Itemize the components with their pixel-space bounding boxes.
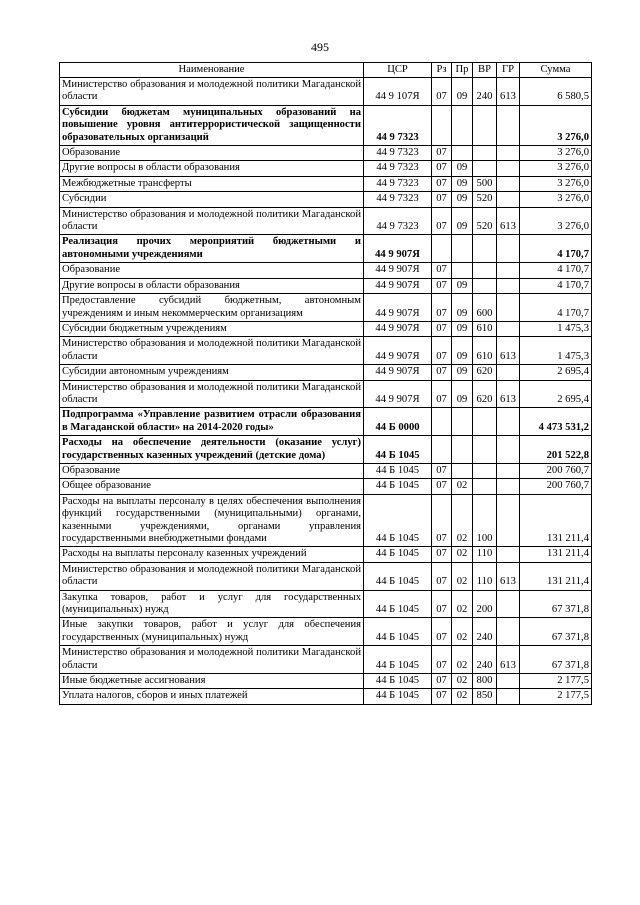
cell-csr: 44 9 7323 — [364, 176, 432, 191]
header-vr: ВР — [473, 63, 497, 78]
cell-pr: 02 — [452, 479, 473, 494]
table-row — [60, 618, 592, 646]
cell-name: Образование — [60, 263, 364, 278]
cell-sum: 2 695,4 — [520, 380, 592, 408]
cell-csr: 44 9 7323 — [364, 105, 432, 145]
cell-csr: 44 9 907Я — [364, 263, 432, 278]
cell-sum: 3 276,0 — [520, 192, 592, 207]
cell-gr — [497, 618, 520, 646]
cell-rz: 07 — [432, 590, 452, 618]
cell-rz — [432, 105, 452, 145]
cell-rz: 07 — [432, 78, 452, 106]
cell-csr: 44 9 907Я — [364, 365, 432, 380]
cell-sum: 3 276,0 — [520, 161, 592, 176]
cell-name: Расходы на обеспечение деятельности (оказание услуг) государственных казенных учреждений (детские дома) — [60, 436, 364, 464]
cell-csr: 44 9 7323 — [364, 192, 432, 207]
cell-gr — [497, 294, 520, 322]
cell-gr — [497, 590, 520, 618]
table-row — [60, 146, 592, 161]
cell-sum: 3 276,0 — [520, 105, 592, 145]
cell-sum: 200 760,7 — [520, 463, 592, 478]
cell-rz: 07 — [432, 161, 452, 176]
table-row — [60, 263, 592, 278]
table-row — [60, 494, 592, 547]
cell-name: Субсидии бюджетам муниципальных образований на повышение уровня антитеррористической защищенности образовательных организаций — [60, 105, 364, 145]
cell-pr: 09 — [452, 321, 473, 336]
cell-rz: 07 — [432, 618, 452, 646]
cell-sum: 3 276,0 — [520, 146, 592, 161]
cell-vr: 100 — [473, 494, 497, 547]
cell-pr — [452, 463, 473, 478]
header-gr: ГР — [497, 63, 520, 78]
cell-gr — [497, 689, 520, 704]
page-number: 495 — [311, 40, 329, 54]
cell-sum: 131 211,4 — [520, 547, 592, 562]
cell-pr — [452, 105, 473, 145]
cell-sum: 2 177,5 — [520, 689, 592, 704]
cell-name: Образование — [60, 463, 364, 478]
cell-gr: 613 — [497, 337, 520, 365]
cell-name: Субсидии бюджетным учреждениям — [60, 321, 364, 336]
table-row — [60, 161, 592, 176]
cell-name: Реализация прочих мероприятий бюджетными и автономными учреждениями — [60, 235, 364, 263]
cell-gr: 613 — [497, 380, 520, 408]
cell-rz: 07 — [432, 674, 452, 689]
cell-name: Образование — [60, 146, 364, 161]
cell-pr — [452, 263, 473, 278]
cell-pr: 09 — [452, 278, 473, 293]
cell-sum: 2 177,5 — [520, 674, 592, 689]
cell-vr: 240 — [473, 618, 497, 646]
cell-vr: 520 — [473, 207, 497, 235]
cell-rz: 07 — [432, 479, 452, 494]
header-rz: Рз — [432, 63, 452, 78]
budget-table — [59, 62, 592, 705]
header-sum: Сумма — [520, 63, 592, 78]
cell-csr: 44 Б 1045 — [364, 562, 432, 590]
cell-sum: 201 522,8 — [520, 436, 592, 464]
table-row — [60, 547, 592, 562]
cell-csr: 44 9 907Я — [364, 380, 432, 408]
cell-name: Министерство образования и молодежной политики Магаданской области — [60, 337, 364, 365]
cell-rz: 07 — [432, 380, 452, 408]
cell-gr — [497, 547, 520, 562]
cell-csr: 44 Б 1045 — [364, 689, 432, 704]
cell-csr: 44 Б 1045 — [364, 618, 432, 646]
cell-vr: 600 — [473, 294, 497, 322]
cell-sum: 67 371,8 — [520, 646, 592, 674]
cell-csr: 44 Б 0000 — [364, 408, 432, 436]
cell-name: Общее образование — [60, 479, 364, 494]
cell-name: Другие вопросы в области образования — [60, 161, 364, 176]
table-row — [60, 278, 592, 293]
table-row — [60, 235, 592, 263]
cell-vr: 850 — [473, 689, 497, 704]
table-row — [60, 337, 592, 365]
table-row — [60, 78, 592, 106]
cell-rz: 07 — [432, 263, 452, 278]
cell-pr: 02 — [452, 646, 473, 674]
table-row — [60, 365, 592, 380]
cell-pr: 09 — [452, 294, 473, 322]
cell-gr — [497, 263, 520, 278]
cell-sum: 200 760,7 — [520, 479, 592, 494]
table-row — [60, 674, 592, 689]
cell-gr — [497, 278, 520, 293]
cell-vr: 620 — [473, 380, 497, 408]
cell-sum: 2 695,4 — [520, 365, 592, 380]
cell-gr — [497, 321, 520, 336]
table-row — [60, 176, 592, 191]
cell-pr — [452, 235, 473, 263]
cell-pr: 09 — [452, 192, 473, 207]
cell-name: Министерство образования и молодежной политики Магаданской области — [60, 78, 364, 106]
cell-rz: 07 — [432, 562, 452, 590]
cell-vr — [473, 436, 497, 464]
cell-sum: 1 475,3 — [520, 337, 592, 365]
cell-name: Подпрограмма «Управление развитием отрасли образования в Магаданской области» на 2014-2020 годы» — [60, 408, 364, 436]
table-row — [60, 562, 592, 590]
table-row — [60, 380, 592, 408]
cell-gr: 613 — [497, 78, 520, 106]
cell-rz: 07 — [432, 146, 452, 161]
cell-name: Иные закупки товаров, работ и услуг для обеспечения государственных (муниципальных) нужд — [60, 618, 364, 646]
cell-pr: 02 — [452, 674, 473, 689]
cell-vr: 240 — [473, 78, 497, 106]
cell-gr — [497, 105, 520, 145]
cell-gr — [497, 161, 520, 176]
table-row — [60, 436, 592, 464]
cell-csr: 44 Б 1045 — [364, 646, 432, 674]
cell-gr — [497, 494, 520, 547]
cell-sum: 4 170,7 — [520, 294, 592, 322]
table-row — [60, 689, 592, 704]
cell-pr: 02 — [452, 689, 473, 704]
cell-sum: 131 211,4 — [520, 562, 592, 590]
cell-vr — [473, 463, 497, 478]
table-row — [60, 479, 592, 494]
cell-pr: 02 — [452, 618, 473, 646]
cell-vr: 200 — [473, 590, 497, 618]
cell-csr: 44 9 907Я — [364, 294, 432, 322]
cell-pr: 09 — [452, 337, 473, 365]
cell-rz: 07 — [432, 294, 452, 322]
cell-pr — [452, 408, 473, 436]
cell-vr — [473, 479, 497, 494]
cell-rz — [432, 436, 452, 464]
cell-csr: 44 9 907Я — [364, 337, 432, 365]
cell-gr — [497, 176, 520, 191]
cell-csr: 44 Б 1045 — [364, 494, 432, 547]
cell-sum: 4 170,7 — [520, 263, 592, 278]
cell-sum: 3 276,0 — [520, 207, 592, 235]
cell-gr: 613 — [497, 646, 520, 674]
cell-gr — [497, 463, 520, 478]
cell-pr: 09 — [452, 161, 473, 176]
cell-sum: 67 371,8 — [520, 618, 592, 646]
table-row — [60, 590, 592, 618]
cell-gr — [497, 408, 520, 436]
cell-rz: 07 — [432, 365, 452, 380]
cell-name: Уплата налогов, сборов и иных платежей — [60, 689, 364, 704]
cell-vr — [473, 408, 497, 436]
cell-gr — [497, 674, 520, 689]
cell-pr: 09 — [452, 365, 473, 380]
cell-name: Субсидии — [60, 192, 364, 207]
table-row — [60, 463, 592, 478]
cell-rz: 07 — [432, 494, 452, 547]
cell-csr: 44 Б 1045 — [364, 436, 432, 464]
cell-pr: 02 — [452, 562, 473, 590]
cell-vr: 500 — [473, 176, 497, 191]
cell-gr: 613 — [497, 562, 520, 590]
cell-gr — [497, 146, 520, 161]
table-row — [60, 192, 592, 207]
cell-rz: 07 — [432, 463, 452, 478]
table-body — [60, 78, 592, 705]
cell-pr: 02 — [452, 494, 473, 547]
cell-gr: 613 — [497, 207, 520, 235]
cell-vr: 800 — [473, 674, 497, 689]
cell-sum: 67 371,8 — [520, 590, 592, 618]
cell-rz: 07 — [432, 278, 452, 293]
cell-csr: 44 Б 1045 — [364, 463, 432, 478]
cell-rz: 07 — [432, 192, 452, 207]
cell-csr: 44 9 7323 — [364, 207, 432, 235]
cell-csr: 44 9 7323 — [364, 146, 432, 161]
cell-vr: 110 — [473, 562, 497, 590]
cell-sum: 4 170,7 — [520, 235, 592, 263]
cell-pr: 09 — [452, 78, 473, 106]
cell-rz — [432, 235, 452, 263]
cell-vr: 610 — [473, 337, 497, 365]
cell-pr: 09 — [452, 207, 473, 235]
cell-gr — [497, 235, 520, 263]
cell-name: Предоставление субсидий бюджетным, автономным учреждениям и иным некоммерческим организациям — [60, 294, 364, 322]
header-name: Наименование — [60, 63, 364, 78]
cell-rz: 07 — [432, 689, 452, 704]
cell-name: Министерство образования и молодежной политики Магаданской области — [60, 646, 364, 674]
cell-sum: 6 580,5 — [520, 78, 592, 106]
cell-csr: 44 9 907Я — [364, 321, 432, 336]
cell-pr — [452, 146, 473, 161]
cell-name: Иные бюджетные ассигнования — [60, 674, 364, 689]
cell-vr: 520 — [473, 192, 497, 207]
cell-vr: 110 — [473, 547, 497, 562]
cell-name: Министерство образования и молодежной политики Магаданской области — [60, 380, 364, 408]
cell-pr: 02 — [452, 547, 473, 562]
cell-gr — [497, 479, 520, 494]
cell-csr: 44 9 907Я — [364, 235, 432, 263]
cell-sum: 131 211,4 — [520, 494, 592, 547]
cell-vr — [473, 161, 497, 176]
cell-vr — [473, 278, 497, 293]
cell-rz: 07 — [432, 176, 452, 191]
table-row — [60, 321, 592, 336]
cell-csr: 44 Б 1045 — [364, 547, 432, 562]
cell-vr: 610 — [473, 321, 497, 336]
table-row — [60, 294, 592, 322]
cell-rz — [432, 408, 452, 436]
cell-gr — [497, 365, 520, 380]
cell-rz: 07 — [432, 646, 452, 674]
cell-sum: 1 475,3 — [520, 321, 592, 336]
cell-pr: 09 — [452, 380, 473, 408]
cell-csr: 44 Б 1045 — [364, 590, 432, 618]
cell-csr: 44 9 7323 — [364, 161, 432, 176]
cell-vr — [473, 263, 497, 278]
cell-vr — [473, 146, 497, 161]
table-row — [60, 105, 592, 145]
cell-vr: 240 — [473, 646, 497, 674]
cell-pr — [452, 436, 473, 464]
cell-rz: 07 — [432, 547, 452, 562]
header-csr: ЦСР — [364, 63, 432, 78]
cell-pr: 09 — [452, 176, 473, 191]
cell-sum: 3 276,0 — [520, 176, 592, 191]
cell-csr: 44 9 107Я — [364, 78, 432, 106]
cell-name: Другие вопросы в области образования — [60, 278, 364, 293]
cell-name: Министерство образования и молодежной политики Магаданской области — [60, 562, 364, 590]
table-row — [60, 646, 592, 674]
cell-vr — [473, 235, 497, 263]
cell-sum: 4 170,7 — [520, 278, 592, 293]
cell-name: Расходы на выплаты персоналу казенных учреждений — [60, 547, 364, 562]
table-row — [60, 408, 592, 436]
cell-name: Министерство образования и молодежной политики Магаданской области — [60, 207, 364, 235]
cell-vr — [473, 105, 497, 145]
cell-csr: 44 Б 1045 — [364, 479, 432, 494]
cell-sum: 4 473 531,2 — [520, 408, 592, 436]
cell-csr: 44 9 907Я — [364, 278, 432, 293]
cell-pr: 02 — [452, 590, 473, 618]
cell-name: Субсидии автономным учреждениям — [60, 365, 364, 380]
cell-gr — [497, 436, 520, 464]
cell-name: Расходы на выплаты персоналу в целях обеспечения выполнения функций государственными (муниципальными) органами, казенными учреждениями, органами управления государственными внебюджетными фондами — [60, 494, 364, 547]
cell-csr: 44 Б 1045 — [364, 674, 432, 689]
cell-vr: 620 — [473, 365, 497, 380]
cell-rz: 07 — [432, 337, 452, 365]
cell-rz: 07 — [432, 207, 452, 235]
table-row — [60, 207, 592, 235]
cell-rz: 07 — [432, 321, 452, 336]
cell-name: Межбюджетные трансферты — [60, 176, 364, 191]
cell-gr — [497, 192, 520, 207]
table-header — [60, 63, 592, 78]
header-pr: Пр — [452, 63, 473, 78]
cell-name: Закупка товаров, работ и услуг для государственных (муниципальных) нужд — [60, 590, 364, 618]
